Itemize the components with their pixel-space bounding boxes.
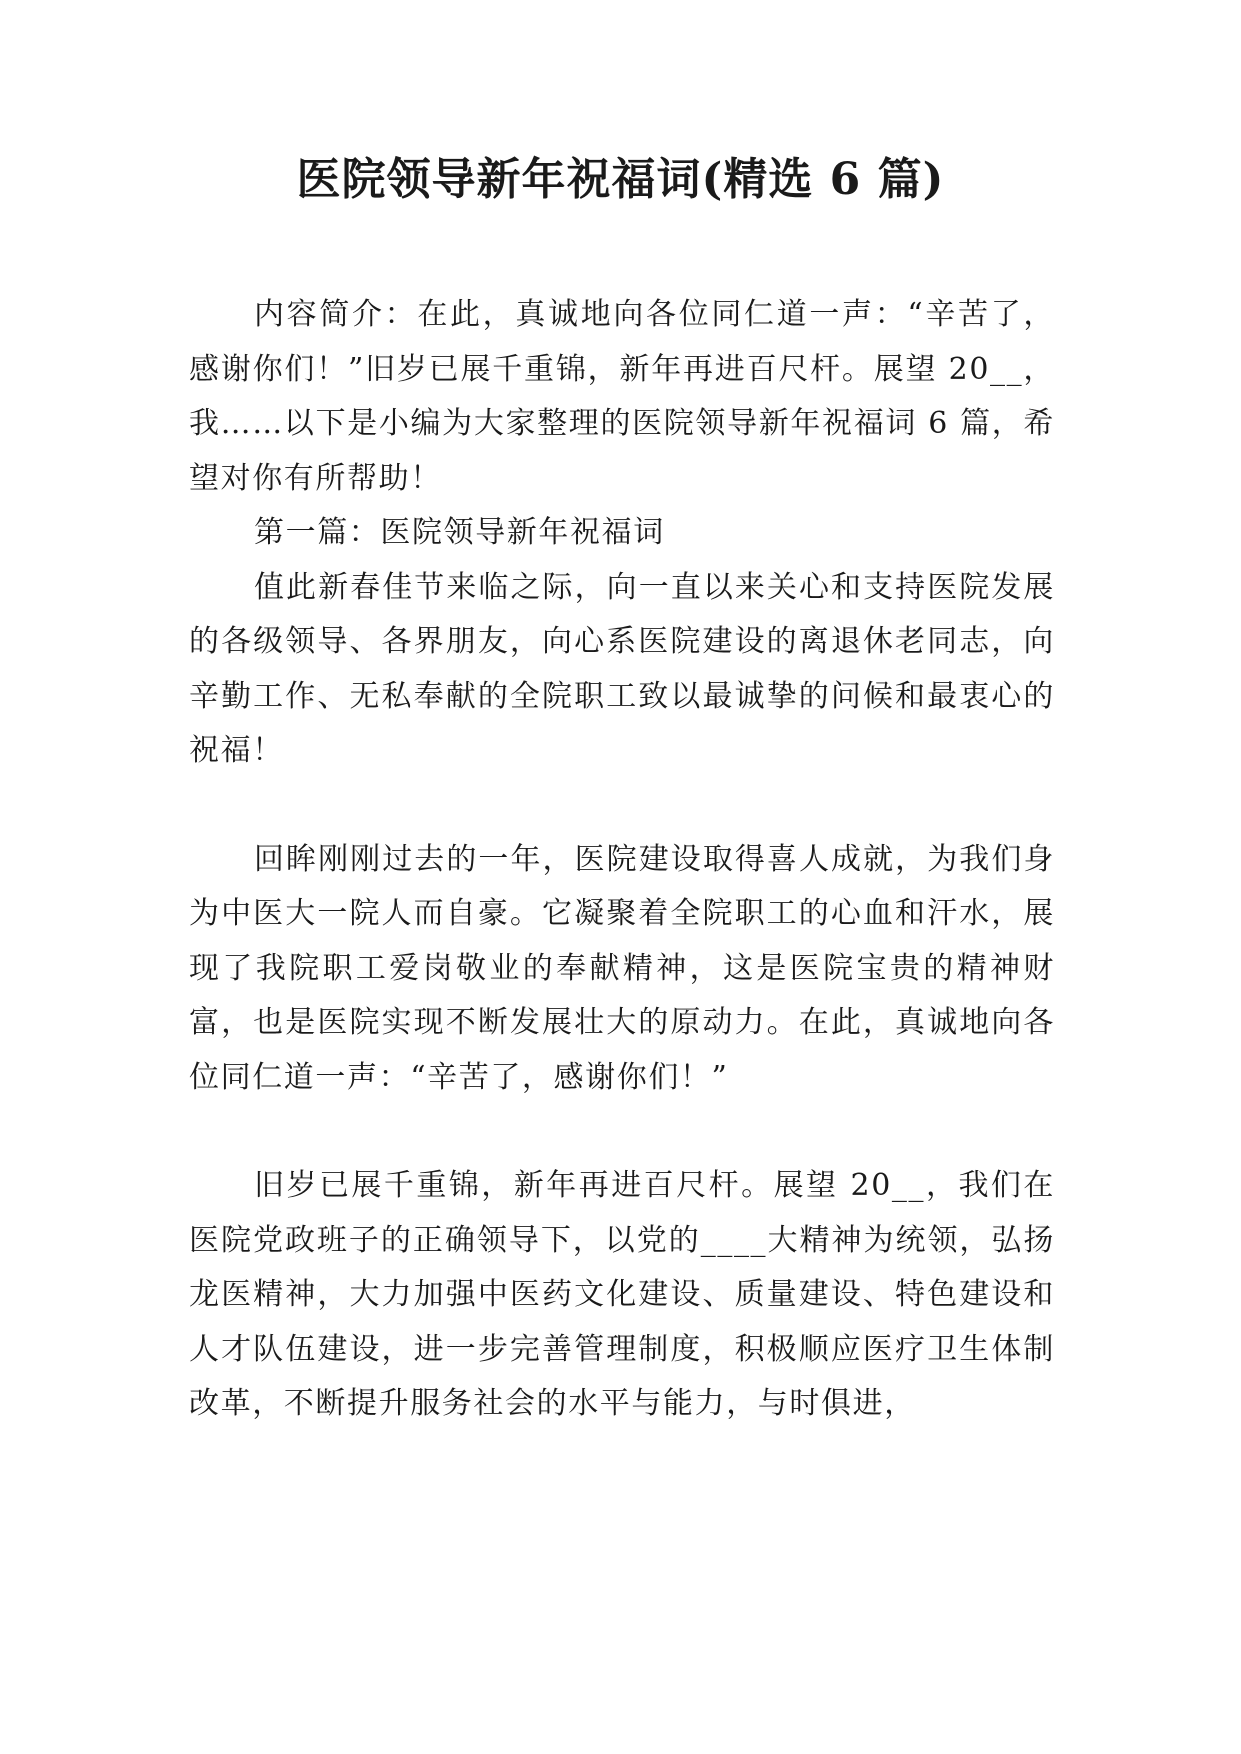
body-paragraph: 回眸刚刚过去的一年，医院建设取得喜人成就，为我们身为中医大一院人而自豪。它凝聚着全院职工的心血和汗水，展现了我院职工爱岗敬业的奉献精神，这是医院宝贵的精神财富，也是医院实现不断发展壮大的原动力。在此，真诚地向各位同仁道一声：“辛苦了，感谢你们！” (189, 841, 1055, 1095)
body-paragraph: 旧岁已展千重锦，新年再进百尺杆。展望 20__，我们在医院党政班子的正确领导下，以党的____大精神为统领，弘扬龙医精神，大力加强中医药文化建设、质量建设、特色建设和人才队伍建设，进一步完善管理制度，积极顺应医疗卫生体制改革，不断提升服务社会的水平与能力，与时俱进， (189, 1168, 1055, 1421)
section-heading: 第一篇：医院领导新年祝福词 (254, 515, 665, 550)
intro-paragraph: 内容简介：在此，真诚地向各位同仁道一声：“辛苦了，感谢你们！”旧岁已展千重锦，新年再进百尺杆。展望 20__，我……以下是小编为大家整理的医院领导新年祝福词 6 篇，希望对你有所帮助！ (189, 297, 1055, 496)
document-title: 医院领导新年祝福词(精选 6 篇) (296, 154, 945, 205)
body-paragraph: 值此新春佳节来临之际，向一直以来关心和支持医院发展的各级领导、各界朋友，向心系医院建设的离退休老同志，向辛勤工作、无私奉献的全院职工致以最诚挚的问候和最衷心的祝福！ (189, 569, 1055, 768)
document-body (189, 288, 1055, 1432)
